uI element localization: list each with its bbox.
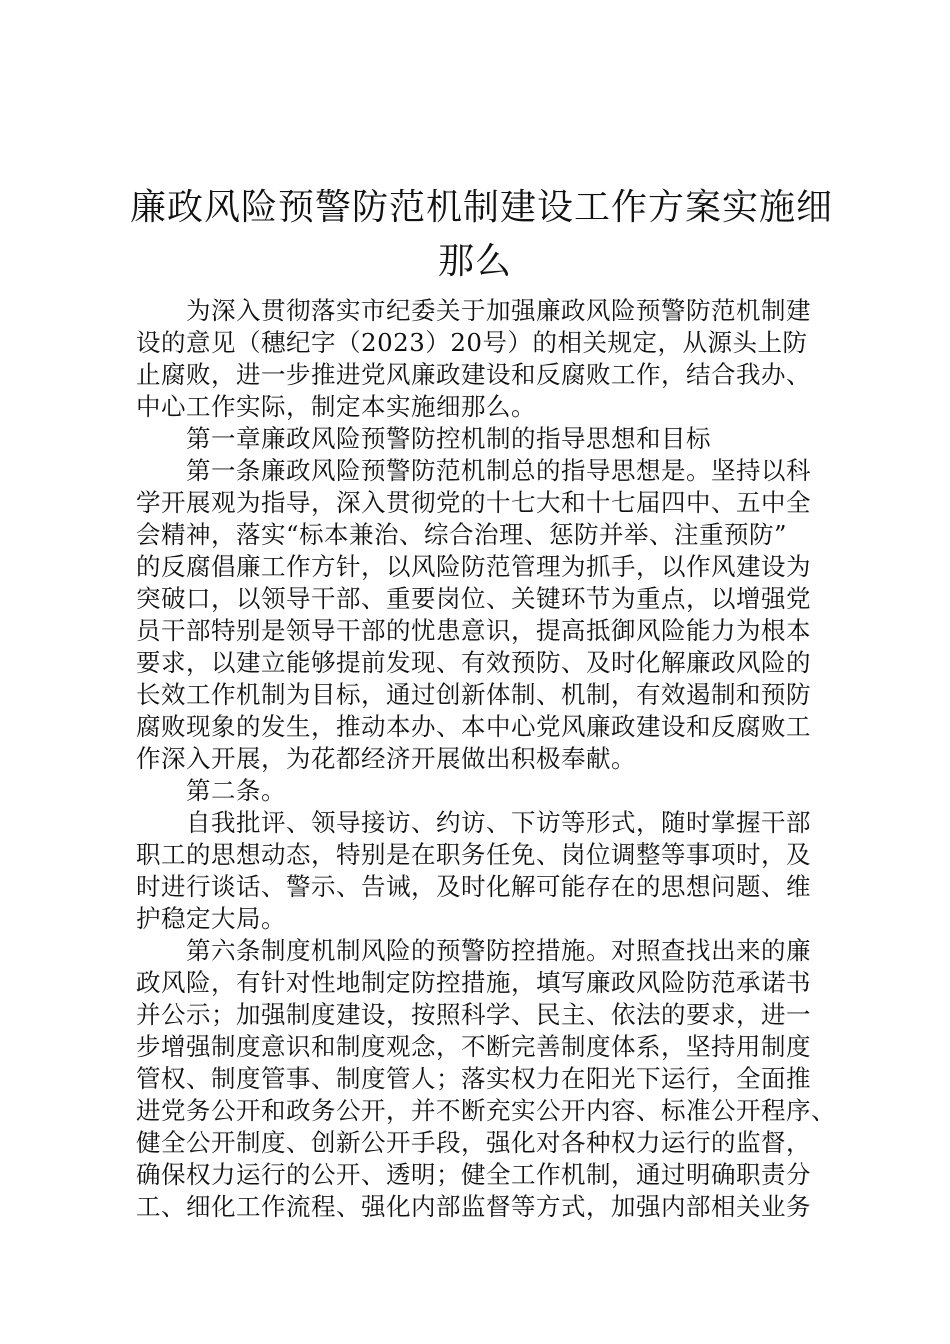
article-1-line: 的反腐倡廉工作方针，以风险防范管理为抓手，以作风建设为 — [136, 552, 811, 581]
chapter-heading: 第一章廉政风险预警防控机制的指导思想和目标 — [186, 424, 711, 453]
article-6-line: 进党务公开和政务公开，并不断充实公开内容、标准公开程序、 — [136, 1096, 836, 1125]
paragraph-line: 护稳定大局。 — [136, 904, 286, 933]
article-1-line: 员干部特别是领导干部的忧患意识，提高抵御风险能力为根本 — [136, 616, 811, 645]
article-6-line: 并公示；加强制度建设，按照科学、民主、依法的要求，进一 — [136, 1000, 811, 1029]
article-6-line: 第六条制度机制风险的预警防控措施。对照查找出来的廉 — [186, 936, 811, 965]
document-title-line-2: 那么 — [437, 241, 512, 282]
paragraph-intro-line: 设的意见（穗纪字（2023）20号）的相关规定，从源头上防 — [136, 328, 808, 357]
article-1-line: 作深入开展，为花都经济开展做出积极奉献。 — [136, 744, 636, 773]
article-1-line: 突破口，以领导干部、重要岗位、关键环节为重点，以增强党 — [136, 584, 811, 613]
article-6-line: 工、细化工作流程、强化内部监督等方式，加强内部相关业务 — [136, 1192, 811, 1221]
article-6-line: 政风险，有针对性地制定防控措施，填写廉政风险防范承诺书 — [136, 968, 811, 997]
article-2-heading: 第二条。 — [186, 776, 286, 805]
article-1-line: 学开展观为指导，深入贯彻党的十七大和十七届四中、五中全 — [136, 488, 811, 517]
article-6-line: 健全公开制度、创新公开手段，强化对各种权力运行的监督， — [136, 1128, 811, 1157]
article-6-line: 步增强制度意识和制度观念，不断完善制度体系，坚持用制度 — [136, 1032, 811, 1061]
article-1-line: 会精神，落实“标本兼治、综合治理、惩防并举、注重预防” — [136, 520, 788, 549]
paragraph-intro-line: 为深入贯彻落实市纪委关于加强廉政风险预警防范机制建 — [186, 296, 811, 325]
article-1-line: 要求，以建立能够提前发现、有效预防、及时化解廉政风险的 — [136, 648, 811, 677]
paragraph-intro-line: 中心工作实际，制定本实施细那么。 — [136, 392, 536, 421]
document-title-line-1: 廉政风险预警防范机制建设工作方案实施细 — [130, 187, 834, 228]
article-6-line: 管权、制度管事、制度管人；落实权力在阳光下运行，全面推 — [136, 1064, 811, 1093]
paragraph-line: 自我批评、领导接访、约访、下访等形式，随时掌握干部 — [186, 808, 811, 837]
paragraph-line: 职工的思想动态，特别是在职务任免、岗位调整等事项时，及 — [136, 840, 811, 869]
article-1-line: 第一条廉政风险预警防范机制总的指导思想是。坚持以科 — [186, 456, 811, 485]
paragraph-line: 时进行谈话、警示、告诫，及时化解可能存在的思想问题、维 — [136, 872, 811, 901]
article-6-line: 确保权力运行的公开、透明；健全工作机制，通过明确职责分 — [136, 1160, 811, 1189]
article-1-line: 长效工作机制为目标，通过创新体制、机制，有效遏制和预防 — [136, 680, 811, 709]
article-1-line: 腐败现象的发生，推动本办、本中心党风廉政建设和反腐败工 — [136, 712, 811, 741]
paragraph-intro-line: 止腐败，进一步推进党风廉政建设和反腐败工作，结合我办、 — [136, 360, 811, 389]
